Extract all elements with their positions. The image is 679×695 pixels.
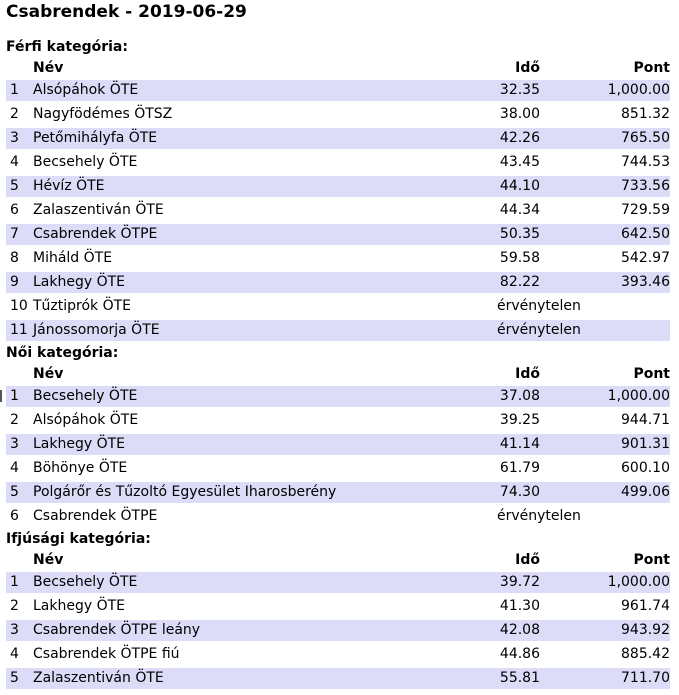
team-name-cell: Becsehely ÖTE (33, 154, 138, 170)
points-cell: 729.59 (621, 202, 670, 218)
header-pont: Pont (633, 552, 670, 568)
team-name-cell: Petőmihályfa ÖTE (33, 130, 158, 146)
time-cell: 41.14 (499, 436, 540, 452)
rank-cell: 5 (10, 484, 19, 500)
points-cell: 393.46 (621, 274, 670, 290)
rank-cell: 2 (10, 412, 19, 428)
header-nev: Név (33, 366, 64, 382)
clipped-edge-mark (0, 390, 2, 402)
points-cell: 733.56 (621, 178, 670, 194)
table-row (6, 620, 670, 641)
table-row (6, 572, 670, 593)
rank-cell: 8 (10, 250, 19, 266)
time-cell: 61.79 (499, 460, 540, 476)
table-row (6, 200, 670, 221)
team-name-cell: Zalaszentiván ÖTE (33, 202, 164, 218)
points-cell: 1,000.00 (607, 574, 670, 590)
time-cell: 55.81 (499, 670, 540, 686)
table-row (6, 644, 670, 665)
rank-cell: 7 (10, 226, 19, 242)
table-row (6, 458, 670, 479)
points-cell: 961.74 (621, 598, 670, 614)
team-name-cell: Alsópáhok ÖTE (33, 82, 139, 98)
points-cell: 851.32 (621, 106, 670, 122)
table-row (6, 386, 670, 407)
header-ido: Idő (515, 60, 540, 76)
time-cell: 38.00 (499, 106, 540, 122)
team-name-cell: Csabrendek ÖTPE fiú (33, 646, 180, 662)
points-cell: 765.50 (621, 130, 670, 146)
rank-cell: 9 (10, 274, 19, 290)
table-row (6, 596, 670, 617)
header-nev: Név (33, 60, 64, 76)
team-name-cell: Becsehely ÖTE (33, 574, 138, 590)
header-ido: Idő (515, 552, 540, 568)
team-name-cell: Jánossomorja ÖTE (33, 322, 160, 338)
table-row (6, 410, 670, 431)
table-row (6, 248, 670, 269)
team-name-cell: Polgárőr és Tűzoltó Egyesület Iharosberény (33, 484, 337, 500)
rank-cell: 3 (10, 130, 19, 146)
rank-cell: 1 (10, 388, 19, 404)
team-name-cell: Csabrendek ÖTPE (33, 226, 158, 242)
rank-cell: 4 (10, 646, 19, 662)
header-ido: Idő (515, 366, 540, 382)
table-header (6, 551, 670, 569)
team-name-cell: Nagyfödémes ÖTSZ (33, 106, 173, 122)
table-row (6, 80, 670, 101)
time-cell: 39.72 (499, 574, 540, 590)
table-row (6, 272, 670, 293)
points-cell: 642.50 (621, 226, 670, 242)
rank-cell: 6 (10, 508, 19, 524)
team-name-cell: Becsehely ÖTE (33, 388, 138, 404)
time-cell: 59.58 (499, 250, 540, 266)
table-row (6, 176, 670, 197)
time-cell: 74.30 (499, 484, 540, 500)
rank-cell: 6 (10, 202, 19, 218)
rank-cell: 2 (10, 106, 19, 122)
table-row (6, 506, 670, 527)
team-name-cell: Tűztiprók ÖTE (33, 298, 132, 314)
points-cell: 885.42 (621, 646, 670, 662)
table-row (6, 152, 670, 173)
invalid-status-cell: érvénytelen (497, 508, 581, 524)
points-cell: 1,000.00 (607, 82, 670, 98)
table-row (6, 104, 670, 125)
team-name-cell: Böhönye ÖTE (33, 460, 128, 476)
header-pont: Pont (633, 366, 670, 382)
time-cell: 41.30 (499, 598, 540, 614)
time-cell: 82.22 (499, 274, 540, 290)
time-cell: 37.08 (499, 388, 540, 404)
team-name-cell: Lakhegy ÖTE (33, 436, 126, 452)
rank-cell: 1 (10, 574, 19, 590)
rank-cell: 5 (10, 670, 19, 686)
team-name-cell: Alsópáhok ÖTE (33, 412, 139, 428)
points-cell: 542.97 (621, 250, 670, 266)
table-header (6, 59, 670, 77)
rank-cell: 4 (10, 460, 19, 476)
time-cell: 42.26 (499, 130, 540, 146)
table-row (6, 434, 670, 455)
points-cell: 499.06 (621, 484, 670, 500)
points-cell: 943.92 (621, 622, 670, 638)
time-cell: 44.10 (499, 178, 540, 194)
header-nev: Név (33, 552, 64, 568)
rank-cell: 3 (10, 622, 19, 638)
category-title: Férfi kategória: (6, 39, 128, 55)
rank-cell: 1 (10, 82, 19, 98)
page-title: Csabrendek - 2019-06-29 (6, 2, 247, 22)
rank-cell: 5 (10, 178, 19, 194)
time-cell: 43.45 (499, 154, 540, 170)
points-cell: 744.53 (621, 154, 670, 170)
invalid-status-cell: érvénytelen (497, 298, 581, 314)
time-cell: 50.35 (499, 226, 540, 242)
team-name-cell: Csabrendek ÖTPE (33, 508, 158, 524)
rank-cell: 3 (10, 436, 19, 452)
table-row (6, 482, 670, 503)
team-name-cell: Lakhegy ÖTE (33, 274, 126, 290)
points-cell: 944.71 (621, 412, 670, 428)
team-name-cell: Zalaszentiván ÖTE (33, 670, 164, 686)
points-cell: 600.10 (621, 460, 670, 476)
time-cell: 32.35 (499, 82, 540, 98)
points-cell: 711.70 (621, 670, 670, 686)
time-cell: 39.25 (499, 412, 540, 428)
team-name-cell: Miháld ÖTE (33, 250, 113, 266)
category-title: Női kategória: (6, 345, 119, 361)
rank-cell: 2 (10, 598, 19, 614)
points-cell: 1,000.00 (607, 388, 670, 404)
table-row (6, 668, 670, 689)
rank-cell: 4 (10, 154, 19, 170)
time-cell: 44.34 (499, 202, 540, 218)
table-row (6, 320, 670, 341)
table-header (6, 365, 670, 383)
table-row (6, 296, 670, 317)
table-row (6, 224, 670, 245)
team-name-cell: Hévíz ÖTE (33, 178, 105, 194)
time-cell: 44.86 (499, 646, 540, 662)
points-cell: 901.31 (621, 436, 670, 452)
rank-cell: 10 (10, 298, 28, 314)
category-title: Ifjúsági kategória: (6, 531, 151, 547)
table-row (6, 128, 670, 149)
team-name-cell: Lakhegy ÖTE (33, 598, 126, 614)
time-cell: 42.08 (499, 622, 540, 638)
team-name-cell: Csabrendek ÖTPE leány (33, 622, 201, 638)
header-pont: Pont (633, 60, 670, 76)
rank-cell: 11 (10, 322, 28, 338)
invalid-status-cell: érvénytelen (497, 322, 581, 338)
